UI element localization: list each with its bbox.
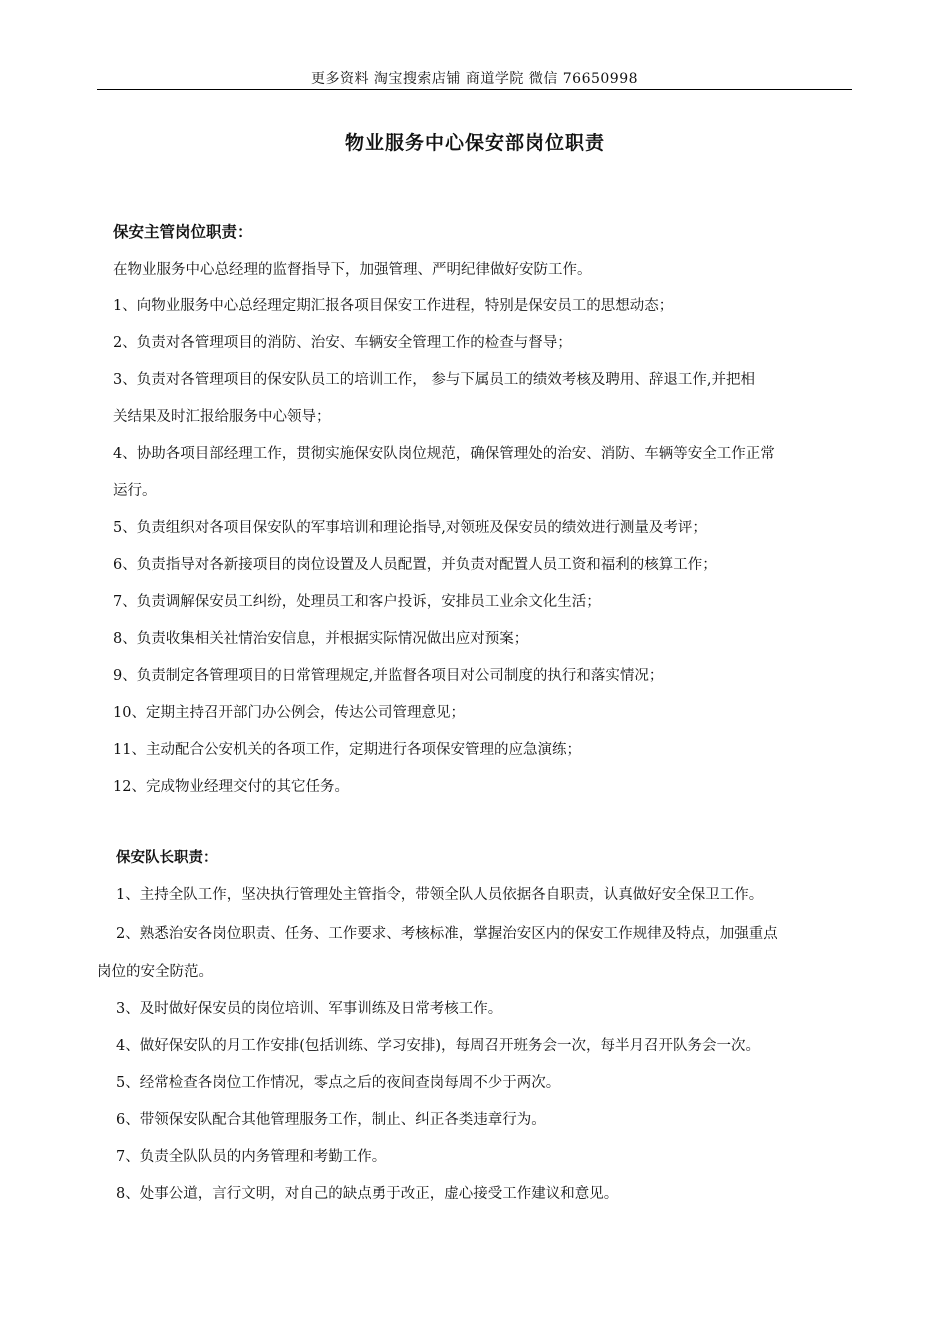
paragraph-line: 12、完成物业经理交付的其它任务。 — [113, 779, 349, 795]
section-heading-captain: 保安队长职责： — [116, 849, 218, 866]
paragraph-line: 6、负责指导对各新接项目的岗位设置及人员配置，并负责对配置人员工资和福利的核算工作； — [113, 557, 717, 573]
paragraph-line: 7、负责调解保安员工纠纷，处理员工和客户投诉，安排员工业余文化生活； — [113, 594, 601, 610]
paragraph-line: 7、负责全队队员的内务管理和考勤工作。 — [116, 1149, 387, 1165]
paragraph-line: 1、向物业服务中心总经理定期汇报各项目保安工作进程，特别是保安员工的思想动态； — [113, 298, 674, 314]
document-title: 物业服务中心保安部岗位职责 — [344, 132, 605, 154]
paragraph-line: 3、负责对各管理项目的保安队员工的培训工作， 参与下属员工的绩效考核及聘用、辞退工作,并把相 — [113, 372, 755, 388]
paragraph-line: 5、经常检查各岗位工作情况，零点之后的夜间查岗每周不少于两次。 — [116, 1075, 561, 1091]
paragraph-line: 运行。 — [113, 483, 157, 499]
paragraph-line: 4、做好保安队的月工作安排(包括训练、学习安排)，每周召开班务会一次，每半月召开队务会一次。 — [116, 1038, 761, 1054]
paragraph-line: 6、带领保安队配合其他管理服务工作，制止、纠正各类违章行为。 — [116, 1112, 546, 1128]
paragraph-line: 11、主动配合公安机关的各项工作，定期进行各项保安管理的应急演练； — [113, 742, 581, 758]
paragraph-line: 关结果及时汇报给服务中心领导； — [113, 409, 331, 425]
paragraph-line: 8、负责收集相关社情治安信息，并根据实际情况做出应对预案； — [113, 631, 529, 647]
paragraph-line: 2、熟悉治安各岗位职责、任务、工作要求、考核标准，掌握治安区内的保安工作规律及特点，加强重点 — [116, 926, 778, 942]
paragraph-line: 1、主持全队工作，坚决执行管理处主管指令，带领全队人员依据各自职责，认真做好安全保卫工作。 — [116, 887, 764, 903]
paragraph-line: 在物业服务中心总经理的监督指导下，加强管理、严明纪律做好安防工作。 — [113, 262, 592, 278]
paragraph-line: 岗位的安全防范。 — [97, 964, 213, 980]
header-rule — [97, 89, 852, 90]
paragraph-line: 2、负责对各管理项目的消防、治安、车辆安全管理工作的检查与督导； — [113, 335, 572, 351]
paragraph-line: 9、负责制定各管理项目的日常管理规定,并监督各项目对公司制度的执行和落实情况； — [113, 668, 664, 684]
page-header: 更多资料 淘宝搜索店铺 商道学院 微信 76650998 — [310, 71, 639, 87]
paragraph-line: 8、处事公道，言行文明，对自己的缺点勇于改正，虚心接受工作建议和意见。 — [116, 1186, 619, 1202]
paragraph-line: 10、定期主持召开部门办公例会，传达公司管理意见； — [113, 705, 465, 721]
paragraph-line: 3、及时做好保安员的岗位培训、军事训练及日常考核工作。 — [116, 1001, 503, 1017]
paragraph-line: 5、负责组织对各项目保安队的军事培训和理论指导,对领班及保安员的绩效进行测量及考评； — [113, 520, 707, 536]
section-heading-supervisor: 保安主管岗位职责： — [113, 222, 253, 241]
paragraph-line: 4、协助各项目部经理工作，贯彻实施保安队岗位规范，确保管理处的治安、消防、车辆等安全工作正常 — [113, 446, 775, 462]
